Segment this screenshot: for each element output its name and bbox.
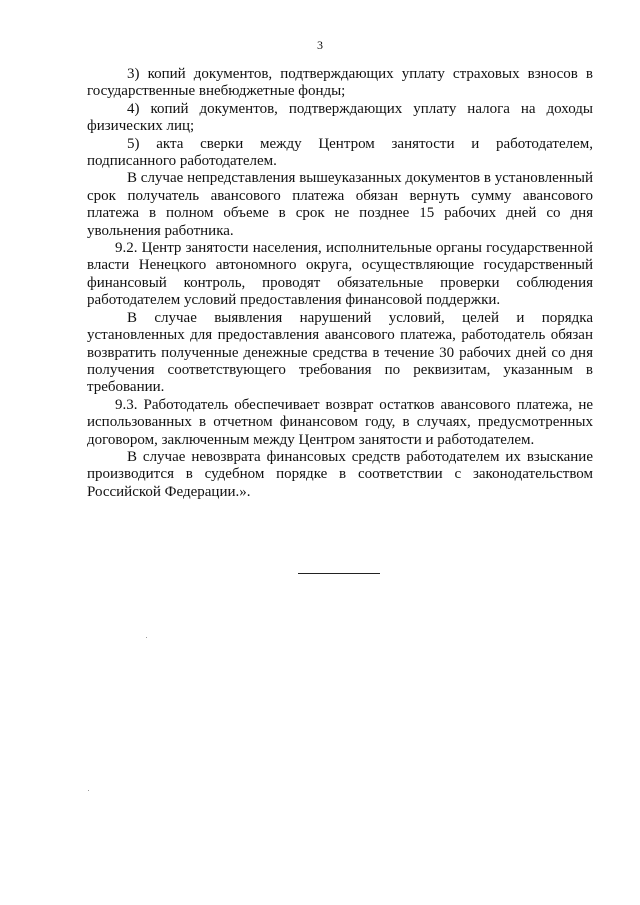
page-number: 3: [317, 38, 323, 52]
paragraph-9-3: 9.3. Работодатель обеспечивает возврат остатков авансового платежа, не использованных в отчетном финансовом году, в случаях, предусмотренных договором, заключенным между Центром занятости и работодателем.: [87, 396, 593, 448]
end-separator-line: [298, 573, 380, 574]
paragraph-non-return: В случае невозврата финансовых средств работодателем их взыскание производится в судебном порядке в соответствии с законодательством Российской Федерации.».: [87, 448, 593, 500]
paragraph-item-5: 5) акта сверки между Центром занятости и работодателем, подписанного работодателем.: [87, 135, 593, 170]
paragraph-item-4: 4) копий документов, подтверждающих уплату налога на доходы физических лиц;: [87, 100, 593, 135]
paragraph-non-submission: В случае непредставления вышеуказанных документов в установленный срок получатель авансового платежа обязан вернуть сумму авансового платежа в полном объеме в срок не позднее 15 рабочих дней со дня увольнения работника.: [87, 170, 593, 239]
paragraph-9-2: 9.2. Центр занятости населения, исполнительные органы государственной власти Ненецкого автономного округа, осуществляющие государственный финансовый контроль, проводят обязательные проверки соблюдения работодателем условий предоставления финансовой поддержки.: [87, 240, 593, 309]
paragraph-violations: В случае выявления нарушений условий, целей и порядка установленных для предоставления авансового платежа, работодатель обязан возвратить полученные денежные средства в течение 30 рабочих дней со дня получения соответствующего требования по реквизитам, указанным в требовании.: [87, 309, 593, 396]
document-body: [87, 66, 593, 501]
scan-speck: [88, 790, 89, 791]
paragraph-item-3: 3) копий документов, подтверждающих уплату страховых взносов в государственные внебюджетные фонды;: [87, 66, 593, 100]
scan-speck: [146, 637, 147, 638]
